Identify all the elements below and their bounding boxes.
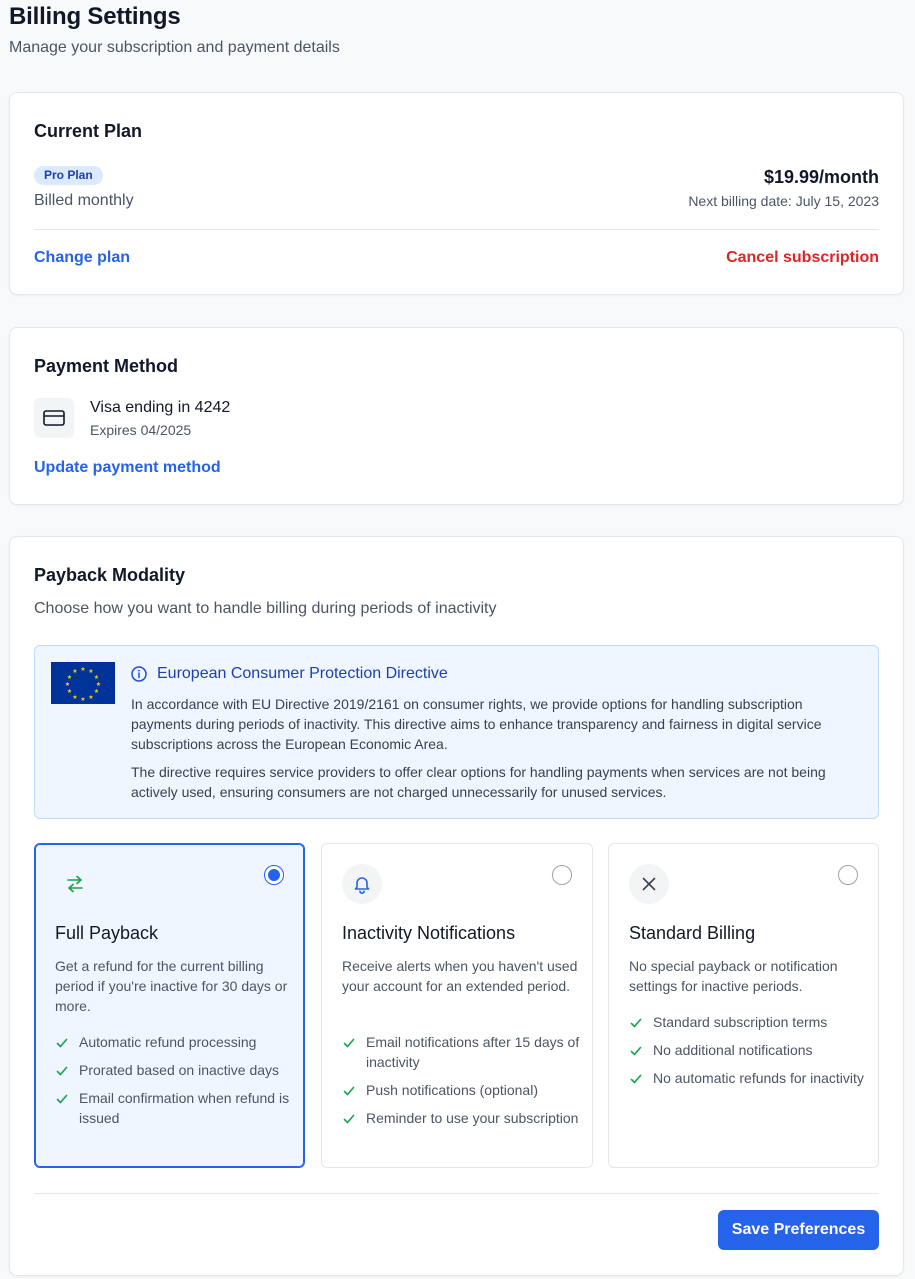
svg-text:★: ★ — [66, 688, 73, 695]
bell-icon — [342, 864, 382, 904]
radio-standard-billing[interactable] — [838, 865, 858, 885]
payment-method-card — [9, 327, 904, 505]
x-icon — [629, 864, 669, 904]
svg-text:★: ★ — [80, 696, 86, 703]
check-icon — [342, 1083, 356, 1103]
option-standard-billing[interactable] — [608, 843, 879, 1168]
eu-flag-icon — [51, 662, 115, 704]
svg-text:★: ★ — [88, 668, 94, 675]
payback-description: Choose how you want to handle billing during periods of inactivity — [34, 600, 497, 617]
page-title: Billing Settings — [9, 3, 181, 30]
check-icon — [629, 1071, 643, 1091]
billing-cycle: Billed monthly — [34, 192, 134, 209]
payment-method-title: Payment Method — [34, 356, 179, 376]
change-plan-link[interactable]: Change plan — [34, 249, 131, 266]
payback-modality-card — [9, 536, 904, 1276]
svg-text:★: ★ — [80, 666, 86, 673]
option-description: Get a refund for the current billing period if you're inactive for 30 days or more. — [55, 958, 288, 1014]
notice-paragraph-2: The directive requires service providers to offer clear options for handling payments when services are not being actively used, ensuring consumers are not charged unnecessarily for unused services. — [131, 764, 826, 800]
option-inactivity-notifications[interactable] — [321, 843, 593, 1168]
option-title: Inactivity Notifications — [342, 923, 516, 943]
plan-badge: Pro Plan — [34, 166, 103, 185]
check-icon — [55, 1091, 69, 1111]
feature-item: Prorated based on inactive days — [55, 1060, 295, 1080]
svg-text:★: ★ — [64, 681, 71, 688]
svg-text:★: ★ — [95, 681, 102, 688]
arrows-exchange-icon — [55, 864, 95, 904]
card-expiry: Expires 04/2025 — [90, 422, 192, 438]
page-subtitle: Manage your subscription and payment details — [9, 39, 340, 56]
check-icon — [629, 1015, 643, 1035]
option-title: Standard Billing — [629, 923, 756, 943]
feature-item: Push notifications (optional) — [342, 1080, 582, 1100]
svg-text:★: ★ — [93, 674, 100, 681]
svg-text:★: ★ — [72, 694, 78, 701]
option-description: No special payback or notification settings for inactive periods. — [629, 958, 838, 994]
update-payment-link[interactable]: Update payment method — [34, 459, 221, 476]
card-label: Visa ending in 4242 — [90, 399, 231, 416]
check-icon — [55, 1035, 69, 1055]
feature-item: Automatic refund processing — [55, 1032, 295, 1052]
check-icon — [342, 1111, 356, 1131]
plan-price: $19.99/month — [763, 167, 879, 187]
notice-title: European Consumer Protection Directive — [157, 665, 448, 682]
radio-inactivity-notifications[interactable] — [552, 865, 572, 885]
current-plan-title: Current Plan — [34, 121, 143, 141]
cancel-subscription-link[interactable]: Cancel subscription — [726, 249, 879, 266]
notice-paragraph-1: In accordance with EU Directive 2019/2161 on consumer rights, we provide options for handling subscription payments during periods of inactivity. This directive aims to enhance transparency and fairness in digital service subscriptions across the European Economic Area. — [131, 696, 822, 752]
feature-item: No automatic refunds for inactivity — [629, 1068, 869, 1088]
feature-item: Reminder to use your subscription — [342, 1108, 582, 1128]
next-billing-date: Next billing date: July 15, 2023 — [688, 193, 879, 209]
feature-item: Email notifications after 15 days of inactivity — [342, 1032, 582, 1072]
radio-full-payback[interactable] — [264, 865, 284, 885]
option-full-payback[interactable] — [34, 843, 305, 1168]
check-icon — [55, 1063, 69, 1083]
save-preferences-button[interactable]: Save Preferences — [718, 1210, 879, 1250]
option-title: Full Payback — [55, 923, 159, 943]
feature-item: Email confirmation when refund is issued — [55, 1088, 295, 1128]
feature-list — [342, 1032, 582, 1136]
check-icon — [629, 1043, 643, 1063]
svg-text:★: ★ — [66, 674, 73, 681]
current-plan-card — [9, 92, 904, 295]
svg-text:★: ★ — [72, 668, 78, 675]
check-icon — [342, 1035, 356, 1055]
svg-text:★: ★ — [88, 694, 94, 701]
feature-item: No additional notifications — [629, 1040, 869, 1060]
divider — [34, 229, 879, 230]
option-description: Receive alerts when you haven't used your account for an extended period. — [342, 958, 578, 994]
feature-item: Standard subscription terms — [629, 1012, 869, 1032]
svg-text:★: ★ — [93, 688, 100, 695]
eu-directive-notice — [34, 645, 879, 819]
feature-list — [629, 1012, 869, 1096]
credit-card-icon — [34, 398, 74, 438]
divider — [34, 1193, 879, 1194]
payback-title: Payback Modality — [34, 565, 186, 585]
feature-list — [55, 1032, 295, 1136]
info-icon — [131, 666, 147, 687]
